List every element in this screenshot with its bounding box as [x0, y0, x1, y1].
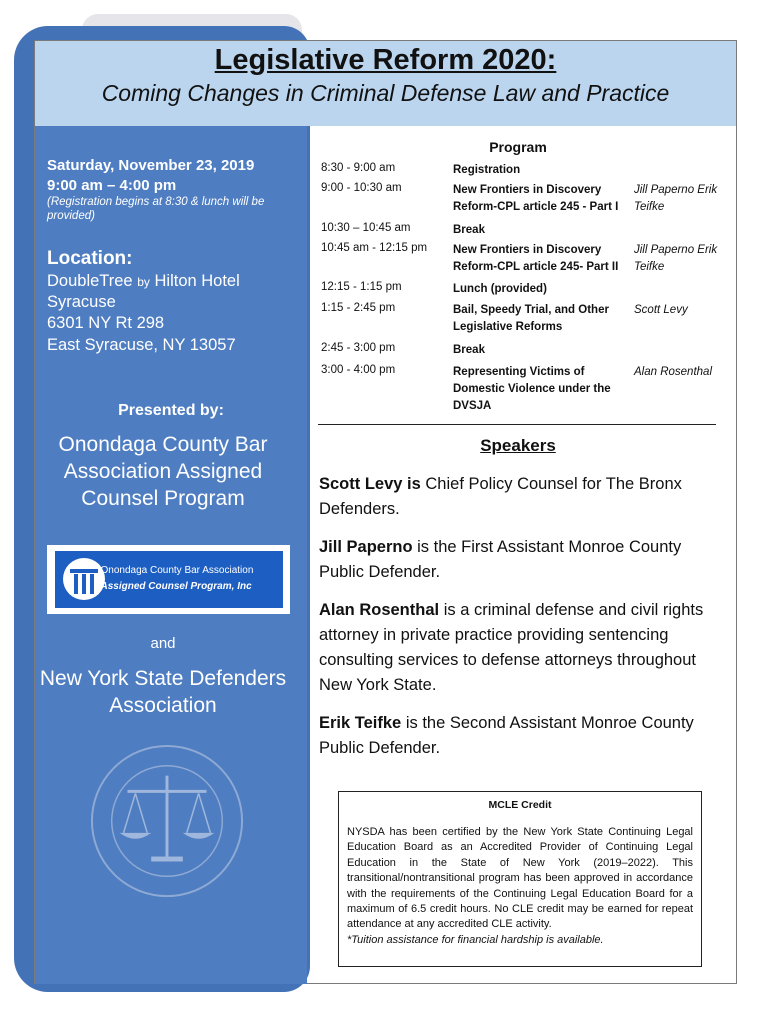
program-time: 12:15 - 1:15 pm	[321, 281, 402, 293]
speaker-name: Erik Teifke	[319, 714, 402, 732]
mcle-credit-box	[338, 791, 702, 967]
location-town: East Syracuse, NY 13057	[47, 336, 236, 354]
location-hotel	[47, 272, 240, 291]
speaker-bio-text: is the First Assistant Monroe County Public Defender.	[319, 538, 682, 581]
program-event: New Frontiers in Discovery Reform-CPL article 245- Part II	[453, 244, 619, 273]
page-title: Legislative Reform 2020:	[214, 44, 557, 76]
mcle-tuition-note: *Tuition assistance for financial hardship is available.	[347, 933, 604, 946]
program-event: Bail, Speedy Trial, and Other Legislative Reforms	[453, 304, 609, 333]
presenter-org-2: New York State Defenders Association	[39, 667, 287, 717]
program-event: Break	[453, 224, 485, 236]
program-time: 3:00 - 4:00 pm	[321, 364, 396, 376]
speaker-bio	[319, 472, 721, 522]
speaker-name: Alan Rosenthal	[319, 601, 440, 619]
speaker-bio	[319, 598, 721, 698]
program-speaker: Scott Levy	[634, 304, 688, 316]
logo-line-2: Assigned Counsel Program, Inc	[100, 581, 252, 592]
page-subtitle: Coming Changes in Criminal Defense Law and Practice	[101, 80, 670, 106]
program-heading: Program	[489, 139, 547, 155]
speaker-name: Scott Levy is	[319, 475, 421, 493]
program-speaker: Jill Paperno Erik Teifke	[634, 244, 718, 273]
program-time: 1:15 - 2:45 pm	[321, 302, 396, 314]
program-time: 9:00 - 10:30 am	[321, 182, 402, 194]
program-time: 10:30 – 10:45 am	[321, 222, 411, 234]
location-street: 6301 NY Rt 298	[47, 314, 165, 332]
nysda-seal-icon	[88, 742, 246, 900]
program-event: Lunch (provided)	[453, 283, 547, 295]
mcle-body: NYSDA has been certified by the New York State Continuing Legal Education Board as an Accredited Provider of Continuing Legal Education in the State of New York (2019–2022). This transitional/nontransitional program has been approved in accordance with the requirements of the Continuing Legal Education Board for a maximum of 6.5 credit hours. No CLE credit may be earned for repeat attendance at any accredited CLE activity.	[347, 826, 693, 931]
speaker-bio-text: is a criminal defense and civil rights attorney in private practice providing sentencing consulting services to defense attorneys throughout New York State.	[319, 601, 704, 694]
location-heading: Location:	[47, 248, 133, 269]
and-label: and	[150, 635, 176, 652]
logo-line-1: Onondaga County Bar Association	[100, 565, 254, 576]
program-event: New Frontiers in Discovery Reform-CPL article 245 - Part I	[453, 184, 619, 213]
hotel-name-by: by	[137, 275, 150, 289]
speaker-bio	[319, 535, 721, 585]
acp-logo-panel	[55, 551, 283, 608]
section-divider	[318, 424, 716, 425]
location-city: Syracuse	[47, 293, 116, 311]
presented-by-label: Presented by:	[118, 402, 224, 419]
program-speaker: Jill Paperno Erik Teifke	[634, 184, 718, 213]
hotel-name-b: Hilton Hotel	[154, 272, 240, 290]
speaker-name: Jill Paperno	[319, 538, 413, 556]
event-date: Saturday, November 23, 2019	[47, 157, 255, 174]
registration-note: (Registration begins at 8:30 & lunch will be provided)	[47, 196, 265, 222]
speaker-bio-text: Chief Policy Counsel for The Bronx Defenders.	[319, 475, 682, 518]
column-emblem-icon	[60, 555, 108, 603]
event-time: 9:00 am – 4:00 pm	[47, 177, 177, 194]
speaker-bio	[319, 711, 721, 761]
program-time: 2:45 - 3:00 pm	[321, 342, 396, 354]
presenter-org-1: Onondaga County Bar Association Assigned Counsel Program	[58, 433, 268, 510]
speaker-bio-text: is the Second Assistant Monroe County Public Defender.	[319, 714, 694, 757]
hotel-name-a: DoubleTree	[47, 272, 133, 290]
program-time: 10:45 am - 12:15 pm	[321, 242, 428, 254]
program-event: Break	[453, 344, 485, 356]
program-speaker: Alan Rosenthal	[634, 366, 712, 378]
program-time: 8:30 - 9:00 am	[321, 162, 396, 174]
speakers-heading: Speakers	[480, 436, 556, 455]
mcle-heading: MCLE Credit	[488, 799, 552, 811]
program-event: Registration	[453, 164, 521, 176]
program-event: Representing Victims of Domestic Violence under the DVSJA	[453, 366, 611, 412]
acp-logo	[47, 545, 290, 614]
